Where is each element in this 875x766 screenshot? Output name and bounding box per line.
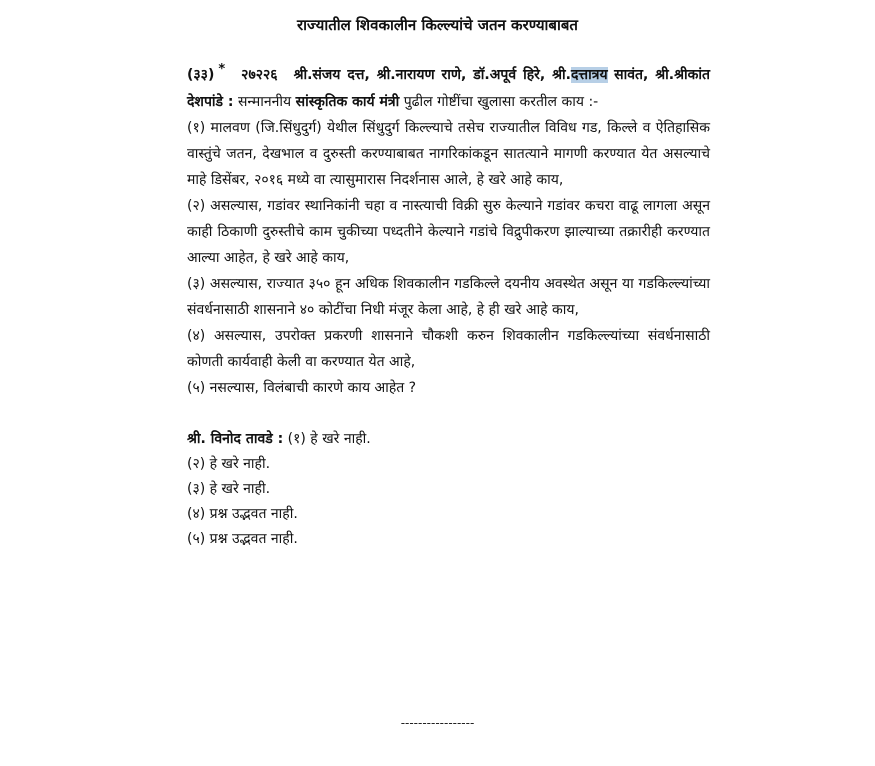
answer-part-4: (४) प्रश्न उद्भवत नाही. — [187, 506, 298, 522]
answer-part-5: (५) प्रश्न उद्भवत नाही. — [187, 531, 298, 547]
document-title: राज्यातील शिवकालीन किल्ल्यांचे जतन करण्याबाबत — [297, 16, 578, 34]
question-id: २७२२६ — [241, 67, 278, 83]
question-members: श्री.संजय दत्त, श्री.नारायण राणे, डॉ.अपूर्व हिरे, श्री. — [293, 67, 571, 83]
answer-part-1: (१) हे खरे नाही. — [287, 431, 371, 447]
question-part-1: (१) मालवण (जि.सिंधुदुर्ग) येथील सिंधुदुर्ग किल्ल्याचे तसेच राज्यातील विविध गड, किल्ले व ऐतिहासिक वास्तुंचे जतन, देखभाल व दुरुस्ती करण्याबाबत नागरिकांकडून सातत्याने मागणी करण्यात येत असल्याचे माहे डिसेंबर, २०१६ मध्ये वा त्यासुमारास निदर्शनास आले, हे खरे आहे काय, — [187, 120, 710, 188]
question-number: (३३) — [187, 67, 215, 83]
question-members-continued: सावंत, श्री.श्रीकांत देशपांडे : — [187, 67, 710, 110]
document-body — [187, 62, 710, 552]
question-part-5: (५) नसल्यास, विलंबाची कारणे काय आहेत ? — [187, 380, 417, 396]
question-part-2: (२) असल्यास, गडांवर स्थानिकांनी चहा व नास्त्याची विक्री सुरु केल्याने गडांवर कचरा वाढू लागला असून काही ठिकाणी दुरुस्तीचे काम चुकीच्या पध्दतीने केल्याने गडांचे विद्रुपीकरण झाल्याच्या तक्रारीही करण्यात आल्या आहेत, हे खरे आहे काय, — [187, 198, 710, 266]
minister-title: सांस्कृतिक कार्य मंत्री — [295, 94, 400, 110]
starred-marker: * — [218, 62, 226, 77]
end-separator: ----------------- — [400, 716, 475, 730]
answer-part-3: (३) हे खरे नाही. — [187, 481, 271, 497]
selected-text[interactable]: दत्तात्रय — [571, 67, 608, 83]
question-part-4: (४) असल्यास, उपरोक्त प्रकरणी शासनाने चौकशी करुन शिवकालीन गडकिल्ल्यांच्या संवर्धनासाठी कोणती कार्यवाही केली वा करण्यात येत आहे, — [187, 328, 710, 370]
answer-part-2: (२) हे खरे नाही. — [187, 456, 271, 472]
question-part-3: (३) असल्यास, राज्यात ३५० हून अधिक शिवकालीन गडकिल्ले दयनीय अवस्थेत असून या गडकिल्ल्यांच्या संवर्धनासाठी शासनाने ४० कोटींचा निधी मंजूर केला आहे, हे ही खरे आहे काय, — [187, 276, 710, 318]
question-ask: पुढील गोष्टींचा खुलासा करतील काय :- — [403, 94, 599, 110]
answer-line-1 — [187, 427, 710, 452]
addressee-prefix: सन्माननीय — [237, 94, 292, 110]
question-header — [187, 62, 710, 115]
answering-minister: श्री. विनोद तावडे : — [187, 431, 284, 447]
answer-block — [187, 427, 710, 552]
